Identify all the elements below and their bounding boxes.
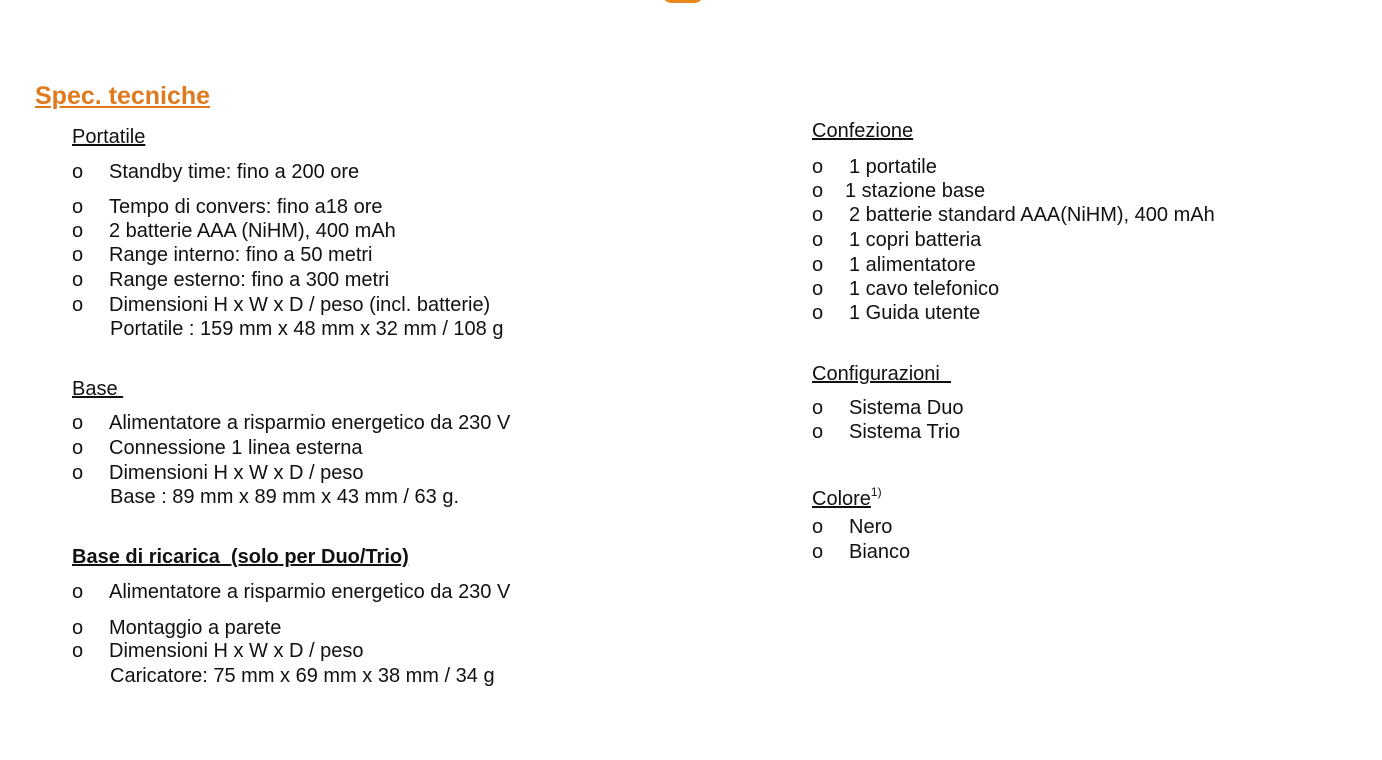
dimension-value: Base : 89 mm x 89 mm x 43 mm / 63 g.: [110, 486, 460, 508]
page-title: Spec. tecniche: [35, 82, 211, 110]
section-heading-base-ricarica: Base di ricarica (solo per Duo/Trio): [72, 546, 409, 568]
bullet-icon: o: [812, 516, 824, 538]
bullet-icon: o: [72, 294, 84, 316]
bullet-icon: o: [812, 302, 824, 324]
bullet-icon: o: [72, 640, 84, 662]
bullet-icon: o: [72, 462, 84, 484]
section-heading-portatile: Portatile: [72, 126, 146, 148]
section-heading-configurazioni: Configurazioni: [812, 363, 951, 385]
orange-tab-marker: [662, 0, 704, 3]
bullet-icon: o: [812, 421, 824, 443]
dimension-value: Portatile : 159 mm x 48 mm x 32 mm / 108 g: [110, 318, 504, 340]
bullet-icon: o: [72, 220, 84, 242]
bullet-icon: o: [812, 204, 824, 226]
bullet-icon: o: [72, 617, 84, 639]
bullet-icon: o: [72, 412, 84, 434]
bullet-icon: o: [72, 437, 84, 459]
bullet-icon: o: [812, 156, 824, 178]
bullet-icon: o: [812, 397, 824, 419]
bullet-icon: o: [812, 229, 824, 251]
colore-heading-text: Colore: [812, 488, 871, 510]
bullet-icon: o: [812, 541, 824, 563]
bullet-icon: o: [72, 244, 84, 266]
footnote-marker: 1): [870, 485, 882, 499]
bullet-icon: o: [812, 278, 824, 300]
section-heading-confezione: Confezione: [812, 120, 914, 142]
section-heading-colore: [812, 480, 882, 511]
bullet-icon: o: [72, 581, 84, 603]
bullet-icon: o: [72, 269, 84, 291]
bullet-icon: o: [812, 254, 824, 276]
section-heading-base: Base: [72, 378, 124, 400]
bullet-icon: o: [72, 196, 84, 218]
bullet-icon: o: [812, 180, 824, 202]
bullet-icon: o: [72, 161, 84, 183]
dimension-value: Caricatore: 75 mm x 69 mm x 38 mm / 34 g: [110, 665, 495, 687]
